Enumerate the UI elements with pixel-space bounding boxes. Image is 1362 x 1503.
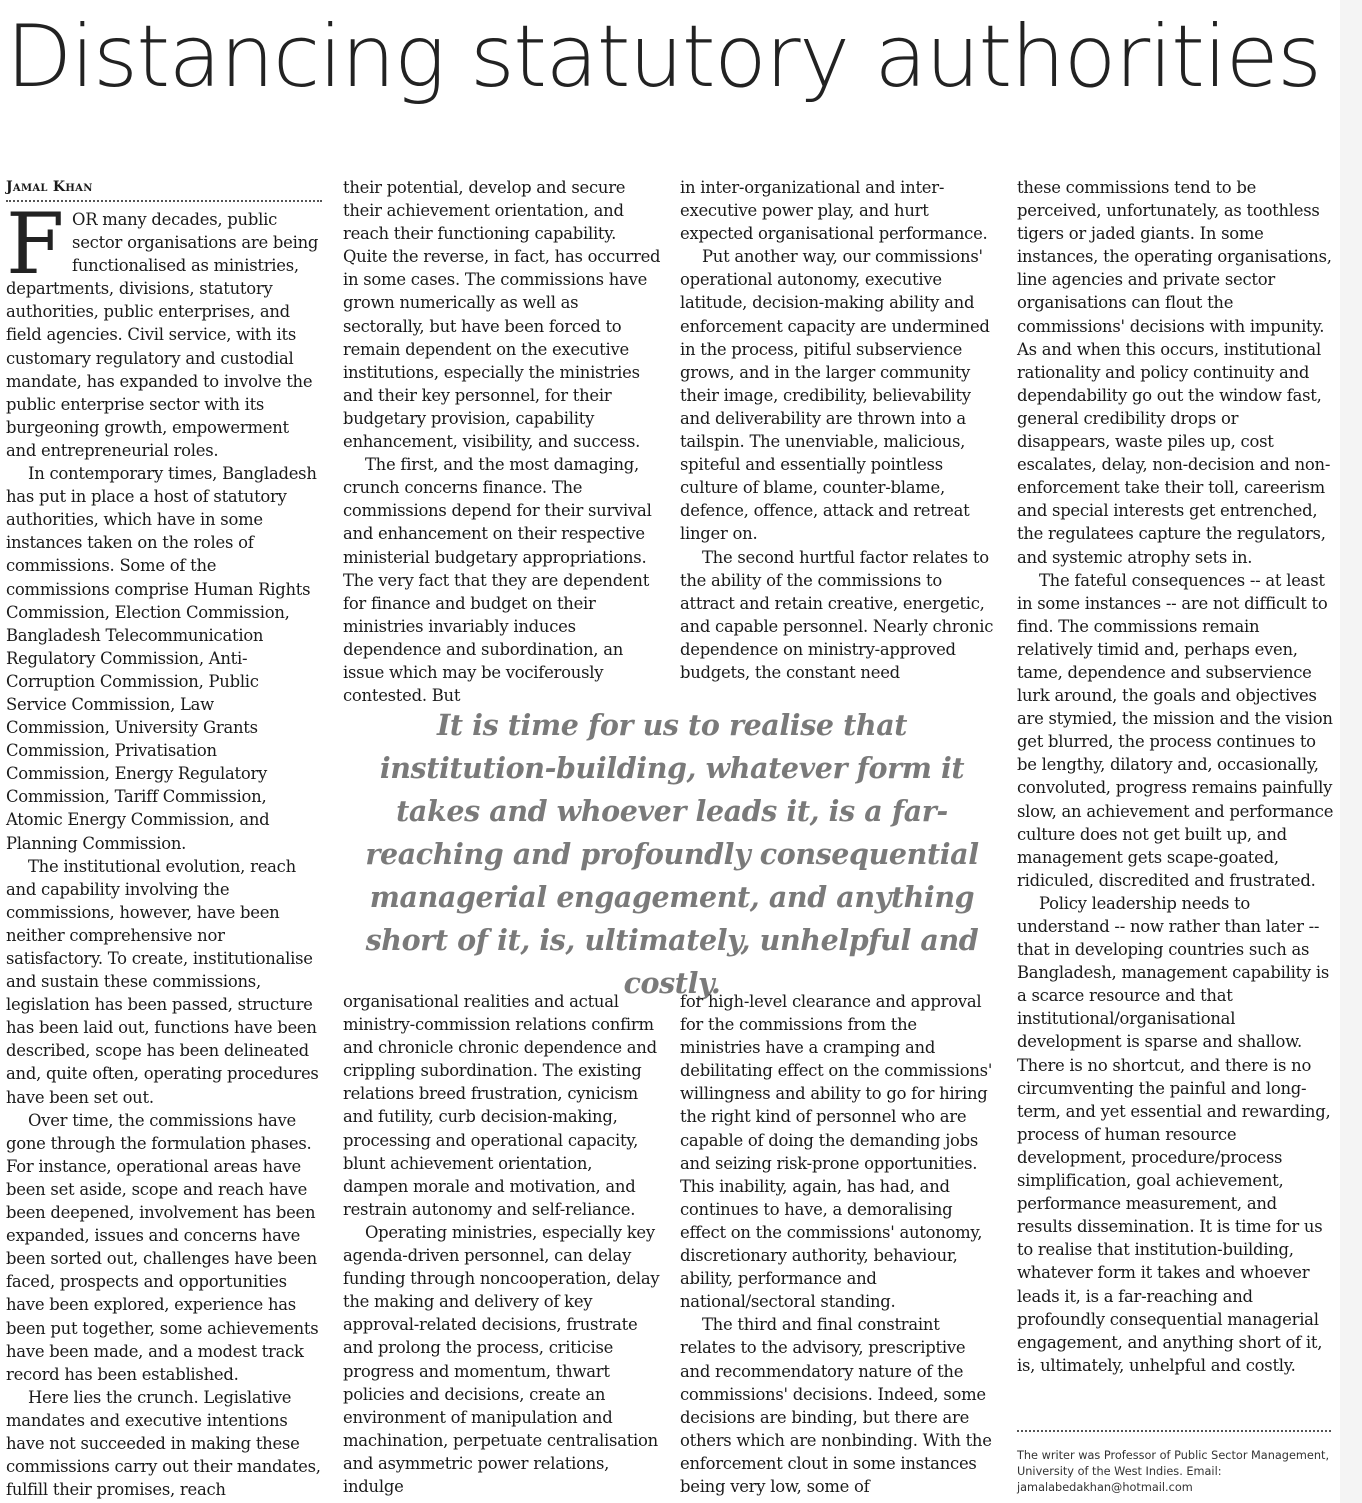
drop-cap: F [6, 195, 65, 293]
headline: Distancing statutory authorities [6, 7, 1321, 107]
paragraph: The fateful consequences -- at least in some instances -- are not difficult to find. The commissions remain relatively timid and, perhaps even, tame, dependence and subservience lurk around, the goals and objectives are stymied, the mission and the vision get blurred, the process continues to be lengthy, dilatory and, occasionally, convoluted, progress remains painfully slow, an achievement and performance culture does not get built up, and management gets scape-goated, ridiculed, discredited and frustrated. [1017, 570, 1334, 890]
paragraph: organisational realities and actual ministry-commission relations confirm and chronicle chronic dependence and crippling subordination. The existing relations breed frustration, cynicism and futility, curb decision-making, processing and operational capacity, blunt achievement orientation, dampen morale and motivation, and restrain autonomy and self-reliance. [343, 992, 657, 1219]
paragraph: Operating ministries, especially key agenda-driven personnel, can delay funding through noncooperation, delay the making and delivery of key approval-related decisions, frustrate and prolong the process, criticise progress and momentum, thwart policies and decisions, create an environment of manipulation and machination, perpetuate centralisation and asymmetric power relations, indulge [343, 1222, 660, 1496]
page-edge [1340, 0, 1362, 1503]
paragraph: Policy leadership needs to understand -- now rather than later -- that in developing countries such as Bangladesh, management capability is a scarce resource and that institutional/organisational development is sparse and shallow. There is no shortcut, and there is no circumventing the painful and long-term, and yet essential and rewarding, process of human resource development, procedure/process simplification, goal achievement, performance measurement, and results dissemination. It is time for us to realise that institution-building, whatever form it takes and whoever leads it, is a far-reaching and profoundly consequential managerial engagement, and anything short of it, is, ultimately, unhelpful and costly. [1017, 893, 1331, 1375]
column-2-top [343, 176, 661, 707]
credit-divider [1017, 1430, 1331, 1432]
paragraph: Put another way, our commissions' operational autonomy, executive latitude, decision-making ability and enforcement capacity are undermined in the process, pitiful subservience grows, and in the larger community their image, credibility, believability and deliverability are thrown into a tailspin. The unenviable, malicious, spiteful and essentially pointless culture of blame, counter-blame, defence, offence, attack and retreat linger on. [680, 247, 990, 544]
paragraph: The third and final constraint relates to the advisory, prescriptive and recommendatory nature of the commissions' decisions. Indeed, some decisions are binding, but there are others which are nonbinding. With the enforcement clout in some instances being very low, some of [680, 1315, 992, 1496]
column-2-bottom [343, 990, 661, 1498]
lead-text: OR many decades, public sector organisations are being functionalised as ministries, departments, divisions, statutory authorities, public enterprises, and field agencies. Civil service, with its customary regulatory and custodial mandate, has expanded to involve the public enterprise sector with its burgeoning growth, empowerment and entrepreneurial roles. [6, 210, 319, 460]
paragraph: The institutional evolution, reach and capability involving the commissions, however, have been neither comprehensive nor satisfactory. To create, institutionalise and sustain these commissions, legislation has been passed, structure has been laid out, functions have been described, scope has been delineated and, quite often, operating procedures have been set out. [6, 856, 319, 1107]
column-3-top [680, 176, 998, 684]
paragraph: Over time, the commissions have gone through the formulation phases. For instance, operational areas have been set aside, scope and reach have been deepened, involvement has been expanded, issues and concerns have been sorted out, challenges have been faced, prospects and opportunities have been explored, experience has been put together, some achievements have been made, and a modest track record has been established. [6, 1110, 319, 1384]
paragraph: their potential, develop and secure their achievement orientation, and reach their functioning capability. Quite the reverse, in fact, has occurred in some cases. The commissions have grown numerically as well as sectorally, but have been forced to remain dependent on the executive institutions, especially the ministries and their key personnel, for their budgetary provision, capability enhancement, visibility, and success. [343, 178, 661, 452]
paragraph: The second hurtful factor relates to the ability of the commissions to attract and retain creative, energetic, and capable personnel. Nearly chronic dependence on ministry-approved budgets, the constant need [680, 547, 994, 682]
pull-quote: It is time for us to realise that institution-building, whatever form it takes and whoever leads it, is a far-reaching and profoundly consequential managerial engagement, and anything short of it, is, ultimately, unhelpful and costly. [365, 708, 979, 1000]
column-4 [1017, 176, 1335, 1377]
paragraph: The first, and the most damaging, crunch concerns finance. The commissions depend for their survival and enhancement on their respective ministerial budgetary appropriations. The very fact that they are dependent for finance and budget on their ministries invariably induces dependence and subordination, an issue which may be vociferously contested. But [343, 455, 652, 706]
column-3-bottom [680, 990, 998, 1498]
paragraph: Here lies the crunch. Legislative mandates and executive intentions have not succeeded in making these commissions carry out their mandates, fulfill their promises, reach [6, 1387, 321, 1500]
paragraph: In contemporary times, Bangladesh has put in place a host of statutory authorities, which have in some instances taken on the roles of commissions. Some of the commissions comprise Human Rights Commission, Election Commission, Bangladesh Telecommunication Regulatory Commission, Anti-Corruption Commission, Public Service Commission, Law Commission, University Grants Commission, Privatisation Commission, Energy Regulatory Commission, Tariff Commission, Atomic Energy Commission, and Planning Commission. [6, 464, 317, 853]
lead-paragraph [6, 195, 322, 462]
paragraph: for high-level clearance and approval for the commissions from the ministries have a cramping and debilitating effect on the commissions' willingness and ability to go for hiring the right kind of personnel who are capable of doing the demanding jobs and seizing risk-prone opportunities. This inability, again, has had, and continues to have, a demoralising effect on the commissions' autonomy, discretionary authority, behaviour, ability, performance and national/sectoral standing. [680, 992, 993, 1312]
paragraph: in inter-organizational and inter-executive power play, and hurt expected organisational performance. [680, 178, 988, 244]
paragraph: these commissions tend to be perceived, unfortunately, as toothless tigers or jaded giants. In some instances, the operating organisations, line agencies and private sector organisations can flout the commissions' decisions with impunity. As and when this occurs, institutional rationality and policy continuity and dependability go out the window fast, general credibility drops or disappears, waste piles up, cost escalates, delay, non-decision and non-enforcement take their toll, careerism and special interests get entrenched, the regulatees capture the regulators, and systemic atrophy sets in. [1017, 178, 1332, 567]
byline: Jamal Khan [6, 176, 322, 202]
column-1 [6, 176, 322, 1501]
author-credit: The writer was Professor of Public Sector Management, University of the West Indies. Email: jamalabedakhan@hotmail.com [1017, 1449, 1330, 1494]
